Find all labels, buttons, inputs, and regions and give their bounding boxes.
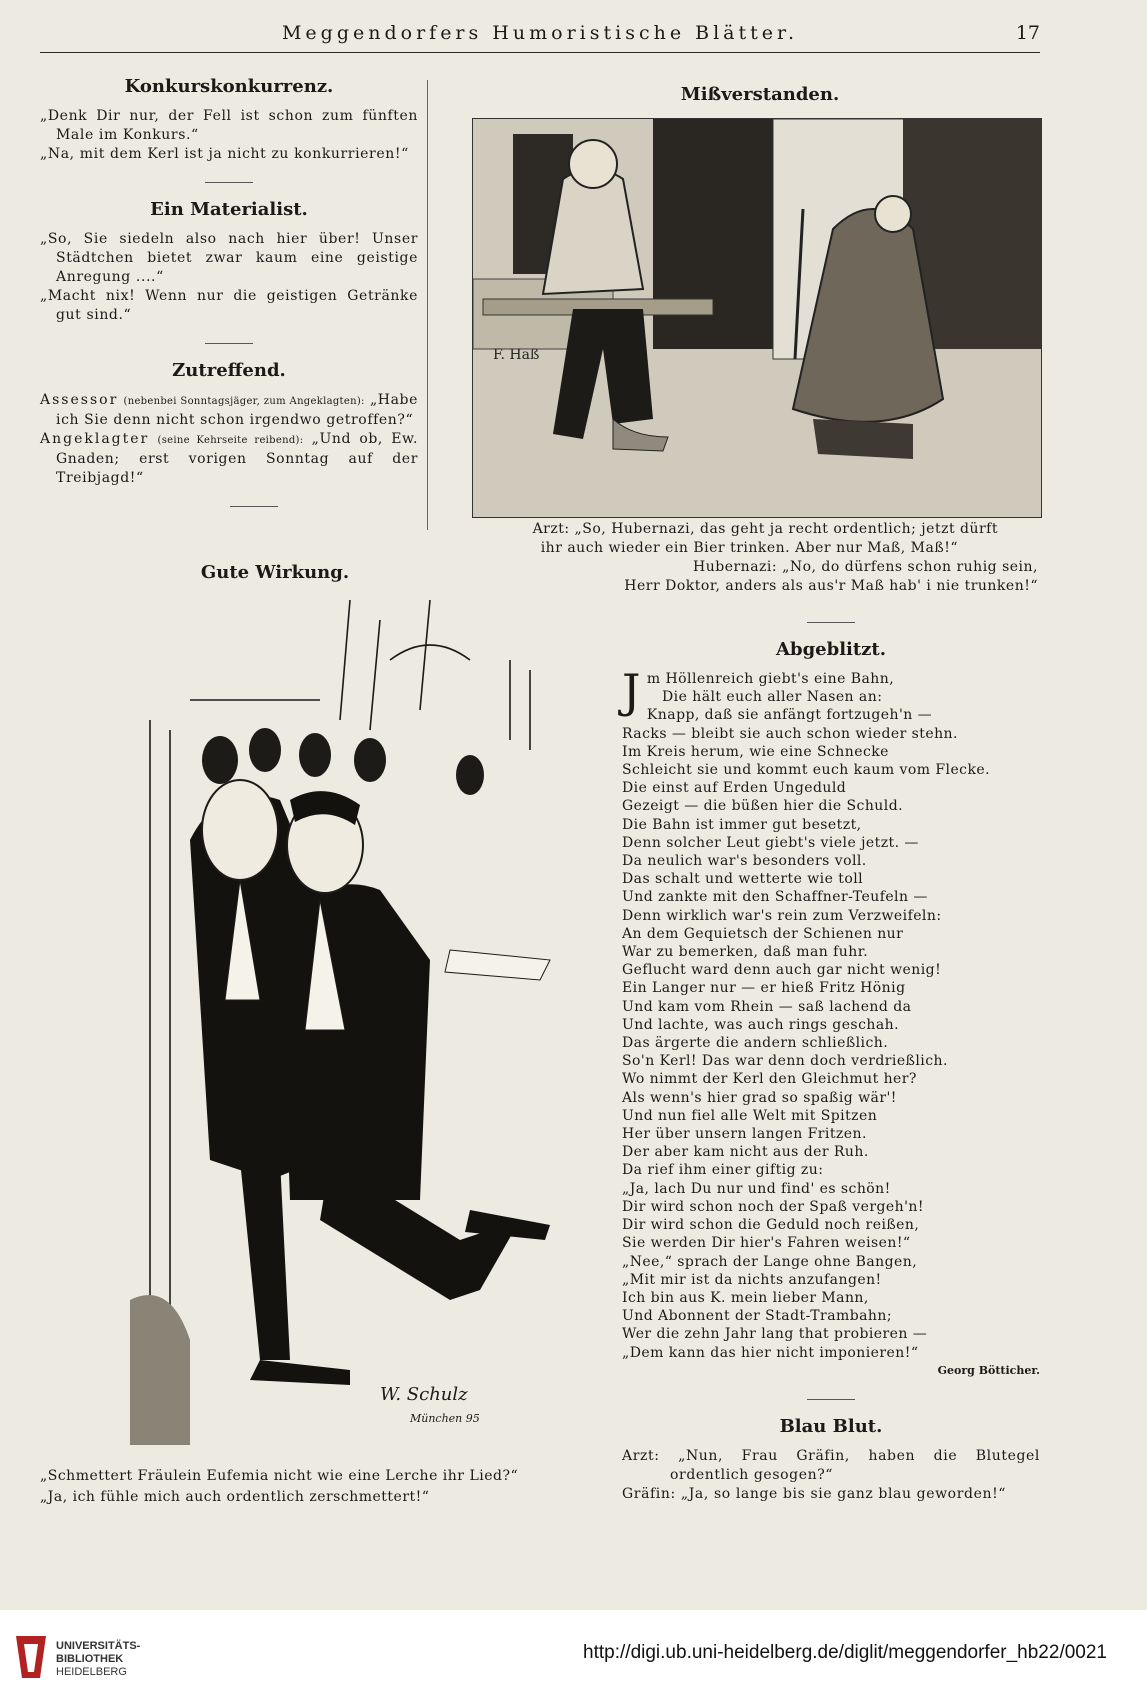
- separator: [230, 506, 278, 507]
- konkurs-line-2: „Na, mit dem Kerl ist ja nicht zu konkurrieren!“: [40, 146, 409, 162]
- page-number: 17: [1015, 22, 1040, 44]
- source-url-link[interactable]: http://digi.ub.uni-heidelberg.de/diglit/meggendorfer_hb22/0021: [583, 1642, 1107, 1663]
- library-footer: [0, 1610, 1147, 1692]
- poem-line: m Höllenreich giebt's eine Bahn,: [646, 671, 895, 687]
- poem-line: Im Kreis herum, wie eine Schnecke: [622, 743, 889, 760]
- poem-line: „Nee,“ sprach der Lange ohne Bangen,: [622, 1253, 918, 1270]
- poem-line: Die einst auf Erden Ungeduld: [622, 780, 847, 797]
- blau-blut-title: Blau Blut.: [779, 1415, 883, 1437]
- zutreffend-line-1: „Habe ich Sie denn nicht schon irgendwo getroffen?“: [56, 392, 419, 428]
- poem-line: Sie werden Dir hier's Fahren weisen!“: [622, 1235, 911, 1252]
- stage-note-1: (nebenbei Sonntagsjäger, zum Angeklagten):: [123, 396, 365, 407]
- materialist-line-2: „Macht nix! Wenn nur die geistigen Getränke gut sind.“: [40, 288, 418, 323]
- drop-capital: J: [622, 664, 641, 718]
- poem-line: Und kam vom Rhein — saß lachend da: [622, 998, 912, 1015]
- poem-line: Ich bin aus K. mein lieber Mann,: [622, 1289, 869, 1306]
- poem-line: Denn wirklich war's rein zum Verzweifeln:: [622, 907, 942, 924]
- materialist-title: Ein Materialist.: [150, 199, 308, 220]
- poem-line: „Mit mir ist da nichts anzufangen!: [622, 1271, 882, 1288]
- caption-line: Arzt: „So, Hubernazi, das geht ja recht ordentlich; jetzt dürft: [532, 521, 998, 537]
- zutreffend-title: Zutreffend.: [172, 360, 286, 381]
- poem-line: Da rief ihm einer giftig zu:: [622, 1162, 824, 1179]
- speaker-angeklagter: Angeklagter: [40, 431, 150, 447]
- poem-line: Als wenn's hier grad so spaßig wär'!: [622, 1089, 897, 1106]
- caption-line: Hubernazi: „No, do dürfens schon ruhig sein,: [693, 559, 1038, 575]
- caption-line: Herr Doktor, anders als aus'r Maß hab' i nie trunken!“: [624, 578, 1038, 594]
- poem-line: Her über unsern langen Fritzen.: [622, 1126, 867, 1143]
- artist-signature-2: W. Schulz: [380, 1384, 468, 1405]
- caption-line: „Ja, ich fühle mich auch ordentlich zerschmettert!“: [40, 1489, 430, 1505]
- artist-signature-sub: München 95: [410, 1412, 480, 1425]
- artist-signature-1: F. Haß: [493, 347, 540, 363]
- poem-line: Und zankte mit den Schaffner-Teufeln —: [622, 889, 928, 906]
- caption-line: „Schmettert Fräulein Eufemia nicht wie eine Lerche ihr Lied?“: [40, 1468, 519, 1484]
- separator: [807, 622, 855, 623]
- column-rule: [427, 80, 428, 530]
- missverstanden-title: Mißverstanden.: [680, 84, 840, 105]
- poem-line: „Ja, lach Du nur und find' es schön!: [622, 1180, 891, 1197]
- materialist-line-1: „So, Sie siedeln also nach hier über! Unser Städtchen bietet zwar kaum eine geistige Anregung ....“: [40, 231, 418, 285]
- poem-line: Und Abonnent der Stadt-Trambahn;: [622, 1308, 893, 1325]
- poem-body: [622, 688, 1040, 1362]
- poem-line: Die Bahn ist immer gut besetzt,: [622, 816, 862, 833]
- poem-line: War zu bemerken, daß man fuhr.: [622, 944, 869, 961]
- poem-line: Gezeigt — die büßen hier die Schuld.: [622, 798, 904, 815]
- poem-line: Wo nimmt der Kerl den Gleichmut her?: [622, 1071, 917, 1088]
- poem-line: Schleicht sie und kommt euch kaum vom Flecke.: [622, 762, 991, 779]
- poem-line: Und lachte, was auch rings geschah.: [622, 1016, 899, 1033]
- doctor-scene-drawing: [473, 119, 1041, 517]
- poem-line: So'n Kerl! Das war denn doch verdrießlich.: [622, 1053, 948, 1070]
- left-column: [40, 68, 418, 523]
- poem-line: Und nun fiel alle Welt mit Spitzen: [622, 1107, 878, 1124]
- caption-line: ihr auch wieder ein Bier trinken. Aber nur Maß, Maß!“: [540, 540, 958, 556]
- missverstanden-caption: [468, 520, 1038, 596]
- illustration-doctor-patient: [472, 118, 1042, 518]
- stage-note-2: (seine Kehrseite reibend):: [157, 435, 304, 446]
- zutreffend-dialogue-1: [40, 391, 418, 430]
- poem-line: Denn solcher Leut giebt's viele jetzt. —: [622, 834, 919, 851]
- zutreffend-line-2: „Und ob, Ew. Gnaden; erst vorigen Sonntag auf der Treibjagd!“: [56, 431, 418, 486]
- speaker-assessor: Assessor: [40, 392, 119, 408]
- poem-line: „Dem kann das hier nicht imponieren!“: [622, 1344, 919, 1361]
- poem-line: Racks — bleibt sie auch schon wieder stehn.: [622, 725, 958, 742]
- poem-line: Das ärgerte die andern schließlich.: [622, 1035, 889, 1052]
- poem-line: An dem Gequietsch der Schienen nur: [622, 925, 904, 942]
- konkurs-title: Konkurskonkurrenz.: [124, 76, 334, 97]
- concert-scene-drawing: [130, 600, 610, 1445]
- library-logo-text: [56, 1640, 140, 1679]
- right-column: [622, 622, 1040, 1504]
- page-header: [40, 18, 1040, 53]
- konkurs-line-1: „Denk Dir nur, der Fell ist schon zum fünften Male im Konkurs.“: [40, 108, 418, 143]
- library-logo-icon: [12, 1634, 50, 1680]
- illustration-concert-scene: [130, 600, 610, 1445]
- poem-author: Georg Bötticher.: [937, 1363, 1040, 1377]
- poem-line: Knapp, daß sie anfängt fortzugeh'n —: [646, 707, 933, 724]
- logo-line: UNIVERSITÄTS-: [56, 1640, 141, 1652]
- poem-line: Dir wird schon die Geduld noch reißen,: [622, 1217, 920, 1234]
- poem-line: Da neulich war's besonders voll.: [622, 853, 867, 870]
- poem-line: Geflucht ward denn auch gar nicht wenig!: [622, 962, 942, 979]
- blau-blut-line-2: Gräfin: „Ja, so lange bis sie ganz blau geworden!“: [622, 1485, 1007, 1502]
- gute-wirkung-title: Gute Wirkung.: [200, 562, 350, 583]
- separator: [205, 182, 253, 183]
- separator: [807, 1399, 855, 1400]
- logo-line: BIBLIOTHEK: [56, 1653, 124, 1665]
- blau-blut-line-1: Arzt: „Nun, Frau Gräfin, haben die Blutegel ordentlich gesogen?“: [622, 1447, 1040, 1483]
- poem-line: Dir wird schon noch der Spaß vergeh'n!: [622, 1198, 924, 1215]
- logo-line: HEIDELBERG: [56, 1666, 127, 1678]
- poem-line: Wer die zehn Jahr lang that probieren —: [622, 1326, 928, 1343]
- abgeblitzt-title: Abgeblitzt.: [776, 639, 886, 660]
- poem-line: Das schalt und wetterte wie toll: [622, 871, 864, 888]
- poem-line: Der aber kam nicht aus der Ruh.: [622, 1144, 869, 1161]
- zutreffend-dialogue-2: [40, 430, 418, 488]
- poem-line: Die hält euch aller Nasen an:: [662, 689, 883, 706]
- separator: [205, 343, 253, 344]
- gute-wirkung-caption: [40, 1466, 580, 1508]
- poem-line: Ein Langer nur — er hieß Fritz Hönig: [622, 980, 906, 997]
- header-title: Meggendorfers Humoristische Blätter.: [281, 22, 799, 44]
